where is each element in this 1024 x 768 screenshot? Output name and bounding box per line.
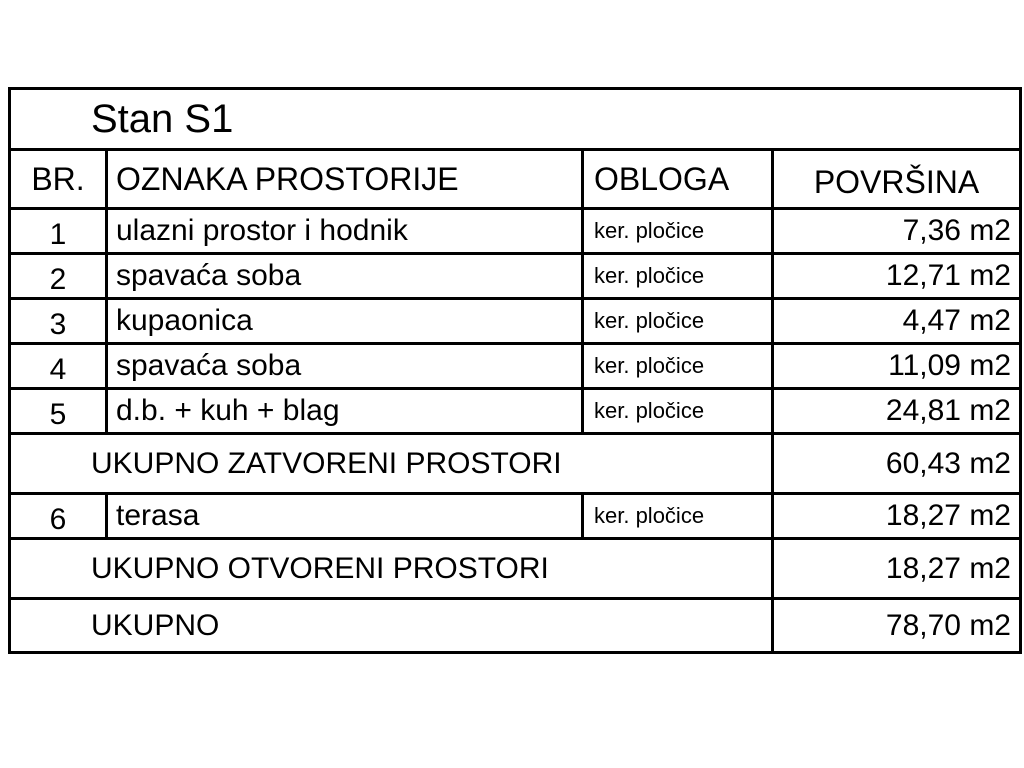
room-area: 7,36 m2 (902, 214, 1011, 247)
grand-total-row (11, 600, 1019, 651)
room-name: ulazni prostor i hodnik (108, 210, 584, 252)
header-cover: OBLOGA (584, 151, 774, 207)
row-number: 6 (11, 495, 108, 537)
table-row (11, 390, 1019, 435)
grand-total-area: 78,70 m2 (885, 608, 1011, 642)
open-total-label: UKUPNO OTVORENI PROSTORI (11, 540, 774, 597)
header-br: BR. (11, 151, 108, 207)
room-area: 4,47 m2 (902, 304, 1011, 337)
open-total-area: 18,27 m2 (885, 551, 1011, 585)
room-area: 12,71 m2 (885, 259, 1011, 292)
closed-total-label: UKUPNO ZATVORENI PROSTORI (11, 435, 774, 492)
room-cover: ker. pločice (584, 210, 774, 252)
table-row (11, 495, 1019, 540)
header-row (11, 151, 1019, 210)
row-number: 1 (11, 210, 108, 252)
table-row (11, 210, 1019, 255)
header-name: OZNAKA PROSTORIJE (108, 151, 584, 207)
closed-total-row (11, 435, 1019, 495)
room-name: kupaonica (108, 300, 584, 342)
open-total-row (11, 540, 1019, 600)
room-name: terasa (108, 495, 584, 537)
grand-total-label: UKUPNO (11, 600, 774, 651)
room-cover: ker. pločice (584, 300, 774, 342)
row-number: 3 (11, 300, 108, 342)
closed-total-area: 60,43 m2 (885, 446, 1011, 480)
header-area: POVRŠINA (813, 163, 980, 200)
table-title: Stan S1 (91, 96, 234, 141)
room-area: 24,81 m2 (885, 394, 1011, 427)
table-row (11, 345, 1019, 390)
area-table (8, 87, 1022, 654)
table-row (11, 300, 1019, 345)
room-name: spavaća soba (108, 345, 584, 387)
room-cover: ker. pločice (584, 345, 774, 387)
room-name: spavaća soba (108, 255, 584, 297)
room-cover: ker. pločice (584, 495, 774, 537)
room-area: 18,27 m2 (885, 499, 1011, 532)
room-cover: ker. pločice (584, 255, 774, 297)
room-area: 11,09 m2 (888, 349, 1011, 382)
row-number: 2 (11, 255, 108, 297)
table-row (11, 255, 1019, 300)
title-row (11, 90, 1019, 151)
row-number: 5 (11, 390, 108, 432)
row-number: 4 (11, 345, 108, 387)
room-cover: ker. pločice (584, 390, 774, 432)
room-name: d.b. + kuh + blag (108, 390, 584, 432)
